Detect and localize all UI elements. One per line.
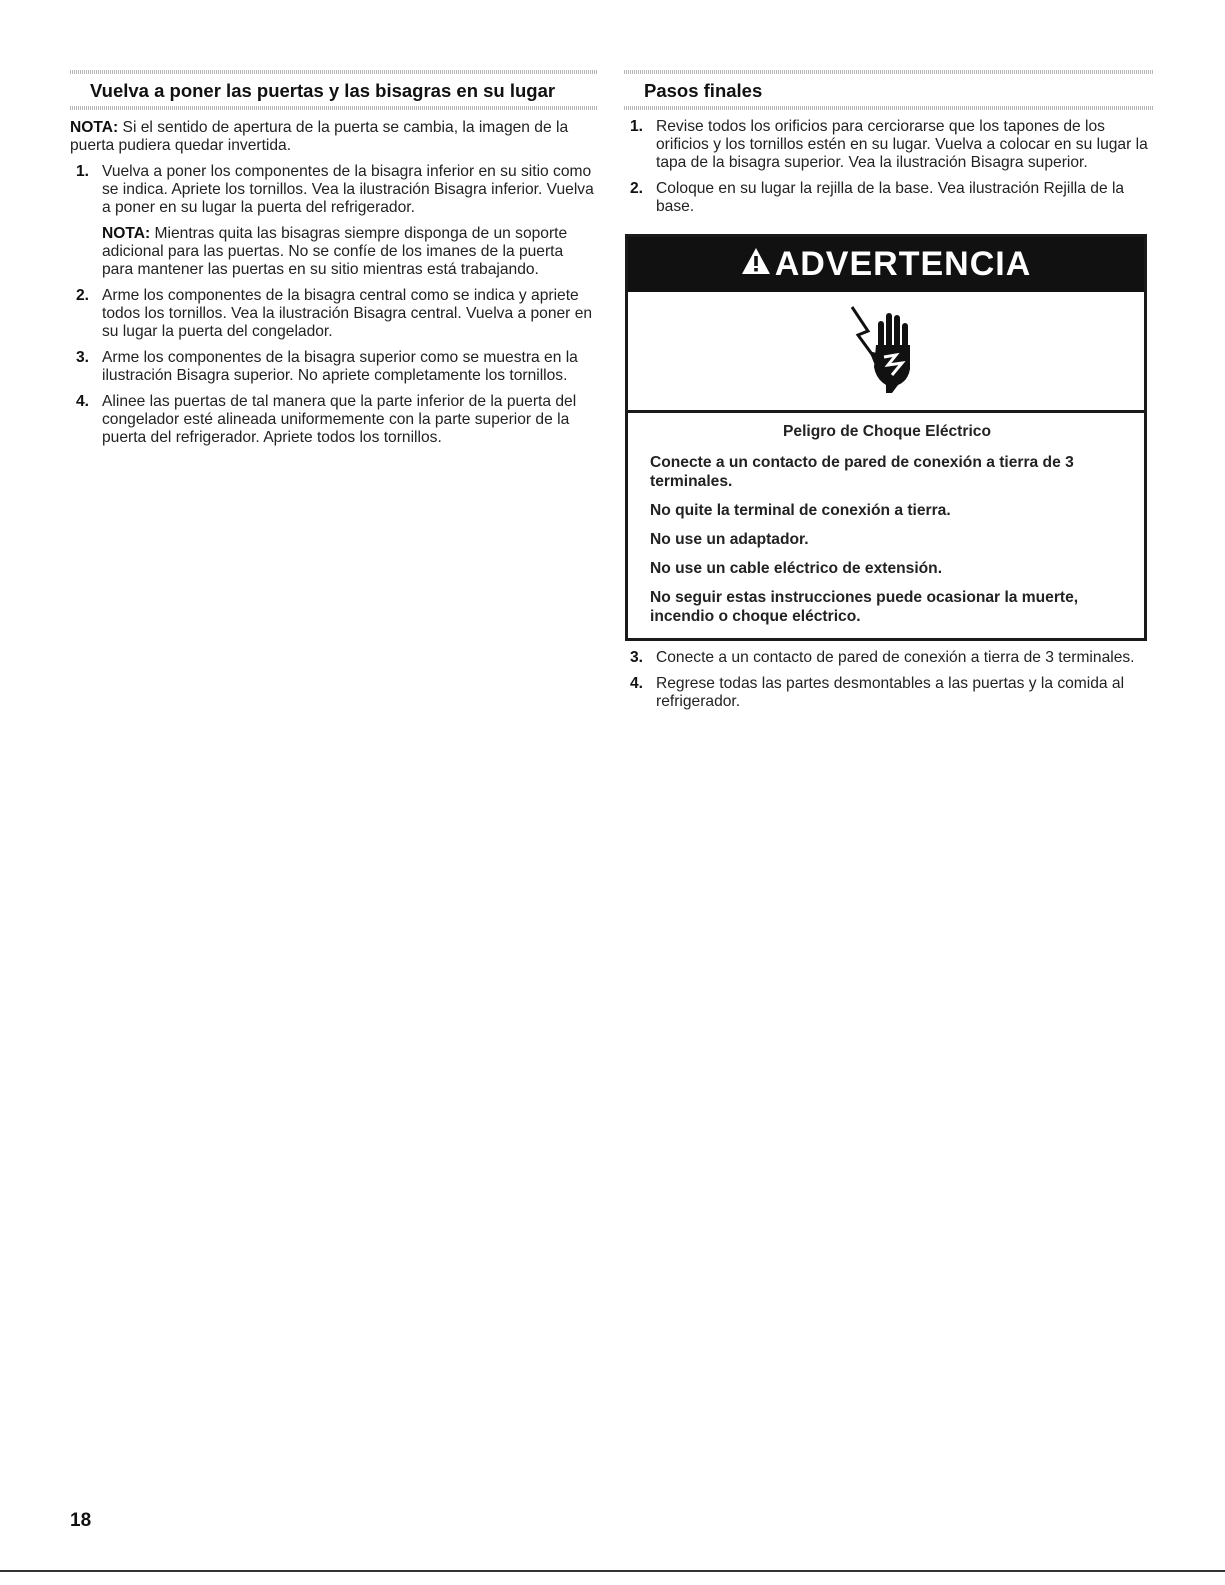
section-title-reinstall-doors: Vuelva a poner las puertas y las bisagras en su lugar [90,80,556,101]
right-column [624,70,1154,719]
warning-line: No quite la terminal de conexión a tierra. [650,502,951,519]
list-item [624,649,1154,667]
step-text: Arme los componentes de la bisagra superior como se muestra en la ilustración Bisagra superior. No apriete completamente los tornillos. [102,349,578,384]
section-title-final-steps: Pasos finales [644,80,763,101]
page-bottom-rule [0,1570,1225,1572]
warning-title: Peligro de Choque Eléctrico [783,423,991,440]
step-text: Revise todos los orificios para cerciorarse que los tapones de los orificios y los tornillos estén en su lugar. Vuelva a colocar en su lugar la tapa de la bisagra superior. Vea la ilustración Bisagra superior. [656,118,1148,171]
page-number: 18 [70,1510,92,1531]
step-text: Vuelva a poner los componentes de la bisagra inferior en su sitio como se indica. Apriete los tornillos. Vea la ilustración Bisagra inferior. Vuelva a poner en su lugar la puerta del refrigerador. [102,163,594,216]
step-number: 4. [630,675,644,692]
left-column [70,70,598,455]
warning-header-text: ADVERTENCIA [774,245,1032,283]
step-number: 2. [76,287,90,304]
note-label: NOTA: [70,119,119,136]
warning-triangle-icon [741,245,771,284]
warning-line: No use un cable eléctrico de extensión. [650,560,943,577]
step-text: Conecte a un contacto de pared de conexión a tierra de 3 terminales. [656,649,1135,666]
warning-line: No seguir estas instrucciones puede ocasionar la muerte, incendio o choque eléctrico. [650,589,1079,625]
list-item [624,180,1154,216]
warning-box [625,234,1147,641]
step-number: 2. [630,180,644,197]
section-rule-bottom [624,106,1154,110]
warning-line: Conecte a un contacto de pared de conexión a tierra de 3 terminales. [650,454,1074,490]
reinstall-steps-list [70,163,598,447]
step-number: 1. [630,118,644,135]
step-number: 1. [76,163,90,180]
electric-shock-hand-icon [846,301,926,401]
step-note [102,225,598,279]
warning-text [628,413,1144,638]
final-steps-list-continued [624,649,1154,711]
step-text: Coloque en su lugar la rejilla de la base. Vea ilustración Rejilla de la base. [656,180,1125,215]
final-steps-list [624,118,1154,216]
note-text: Mientras quita las bisagras siempre disponga de un soporte adicional para las puertas. No se confíe de los imanes de la puerta para mantener las puertas en su sitio mientras está trabajando. [102,225,568,278]
section-rule-bottom [70,106,598,110]
warning-symbol-area [628,292,1144,413]
list-item [624,118,1154,172]
list-item [70,393,598,447]
step-text: Alinee las puertas de tal manera que la parte inferior de la puerta del congelador esté alineada uniformemente con la parte superior de la puerta del refrigerador. Apriete todos los tornillos. [102,393,577,446]
note-label: NOTA: [102,225,151,242]
step-number: 3. [76,349,90,366]
list-item [624,675,1154,711]
step-text: Regrese todas las partes desmontables a las puertas y la comida al refrigerador. [656,675,1125,710]
list-item [70,287,598,341]
warning-header [628,237,1144,292]
step-number: 4. [76,393,90,410]
step-text: Arme los componentes de la bisagra central como se indica y apriete todos los tornillos. Vea la ilustración Bisagra central. Vuelva a poner en su lugar la puerta del congelador. [102,287,593,340]
warning-line: No use un adaptador. [650,531,809,548]
list-item [70,163,598,279]
note-paragraph [70,119,598,155]
step-number: 3. [630,649,644,666]
list-item [70,349,598,385]
note-text: Si el sentido de apertura de la puerta se cambia, la imagen de la puerta pudiera quedar invertida. [70,119,569,154]
